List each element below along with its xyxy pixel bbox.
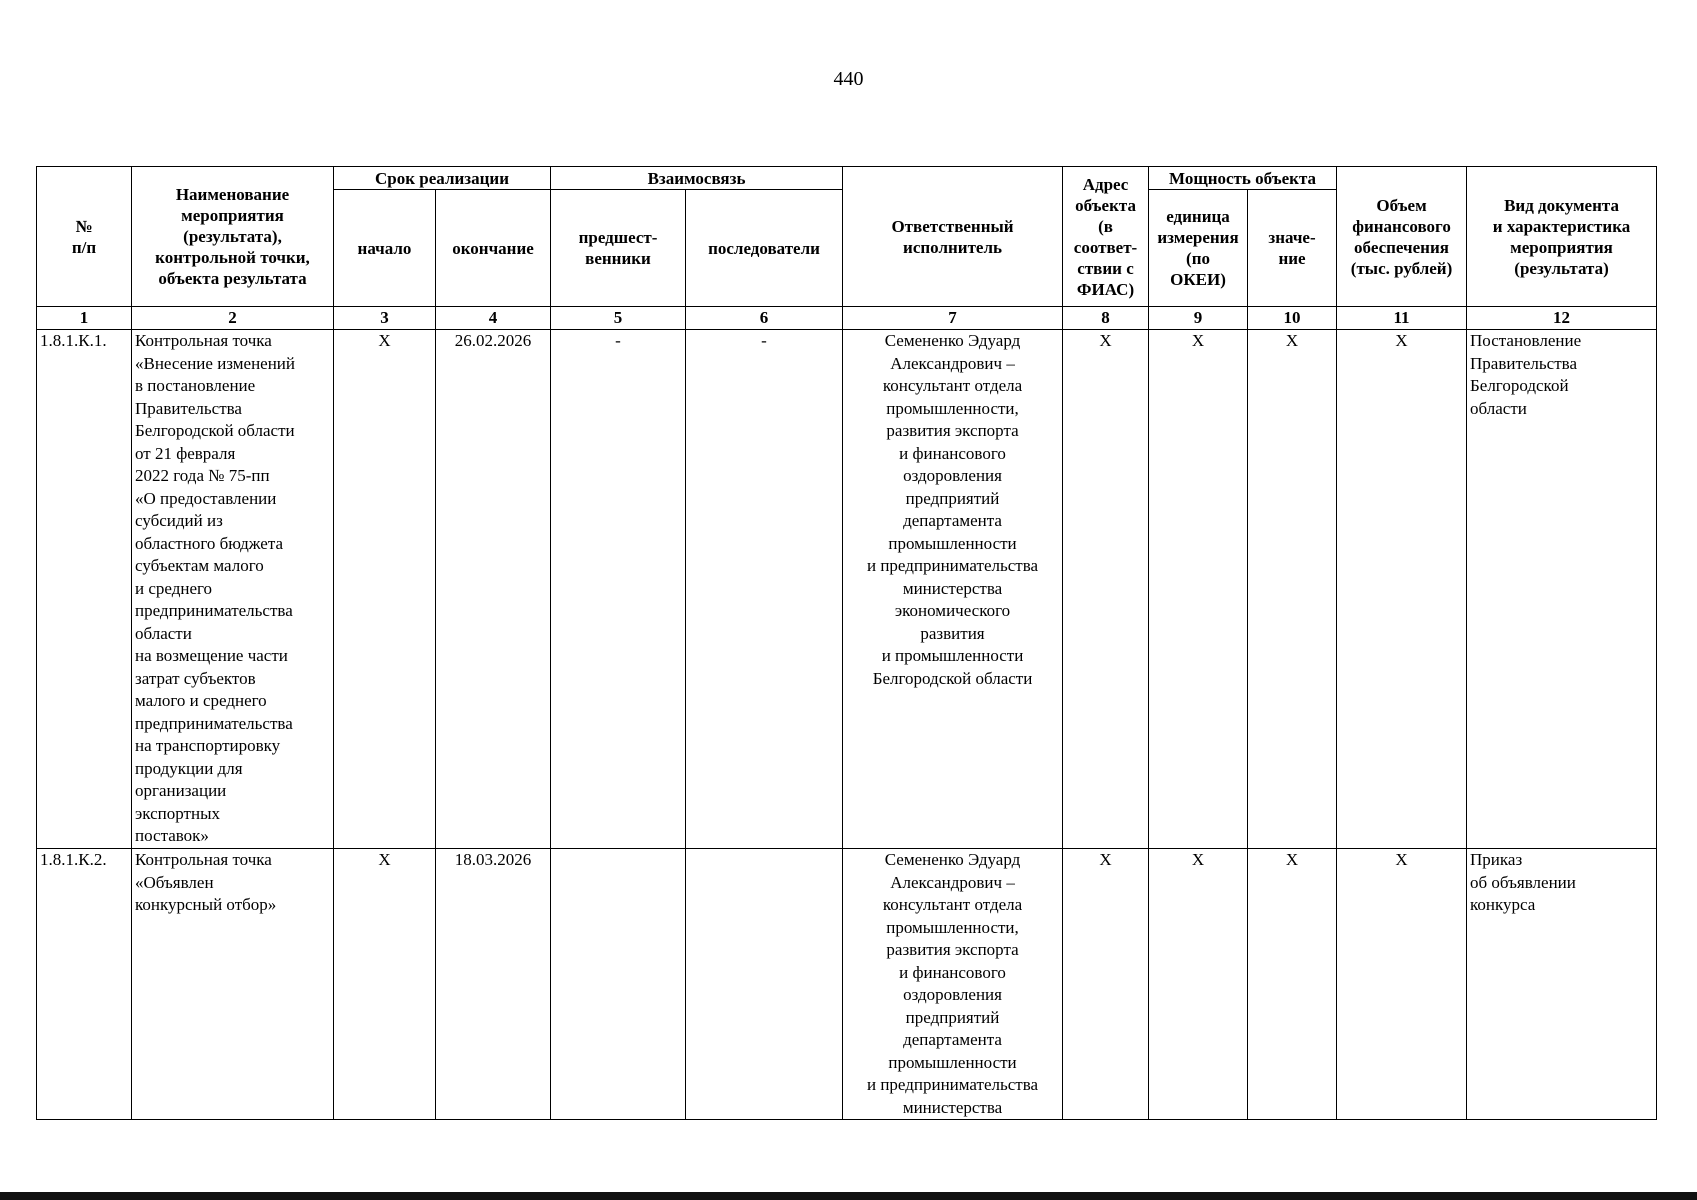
header-link: Взаимосвязь bbox=[551, 167, 843, 190]
header-num: № п/п bbox=[37, 167, 132, 307]
col-number: 10 bbox=[1248, 307, 1337, 330]
col-number: 8 bbox=[1063, 307, 1149, 330]
col-number: 4 bbox=[436, 307, 551, 330]
header-term: Срок реализации bbox=[334, 167, 551, 190]
cell-responsible: Семененко Эдуард Александрович – консультант отдела промышленности, развития экспорта и финансового оздоровления предприятий департамента промышленности и предпринимательства министерства bbox=[843, 849, 1063, 1120]
cell-end: 26.02.2026 bbox=[436, 330, 551, 849]
col-number: 6 bbox=[686, 307, 843, 330]
table-row bbox=[37, 330, 1657, 849]
cell-start: X bbox=[334, 849, 436, 1120]
col-number: 2 bbox=[132, 307, 334, 330]
cell-finance: X bbox=[1337, 330, 1467, 849]
col-number: 12 bbox=[1467, 307, 1657, 330]
cell-pred bbox=[551, 849, 686, 1120]
cell-pred: - bbox=[551, 330, 686, 849]
col-number: 11 bbox=[1337, 307, 1467, 330]
header-name: Наименование мероприятия (результата), контрольной точки, объекта результата bbox=[132, 167, 334, 307]
header-link-pred: предшест- венники bbox=[551, 190, 686, 307]
header-finance: Объем финансового обеспечения (тыс. рублей) bbox=[1337, 167, 1467, 307]
cell-succ bbox=[686, 849, 843, 1120]
cell-name: Контрольная точка «Объявлен конкурсный отбор» bbox=[132, 849, 334, 1120]
header-address: Адрес объекта (в соответ- ствии с ФИАС) bbox=[1063, 167, 1149, 307]
cell-address: X bbox=[1063, 330, 1149, 849]
cell-doc: Постановление Правительства Белгородской области bbox=[1467, 330, 1657, 849]
page-number: 440 bbox=[833, 68, 864, 90]
cell-finance: X bbox=[1337, 849, 1467, 1120]
header-responsible: Ответственный исполнитель bbox=[843, 167, 1063, 307]
cell-address: X bbox=[1063, 849, 1149, 1120]
cell-responsible: Семененко Эдуард Александрович – консультант отдела промышленности, развития экспорта и финансового оздоровления предприятий департамента промышленности и предпринимательства министерства экономического развития и промышленности Белгородской области bbox=[843, 330, 1063, 849]
cell-doc: Приказ об объявлении конкурса bbox=[1467, 849, 1657, 1120]
header-doc-type: Вид документа и характеристика мероприятия (результата) bbox=[1467, 167, 1657, 307]
header-term-end: окончание bbox=[436, 190, 551, 307]
scan-edge-bar bbox=[0, 1192, 1697, 1200]
header-capacity-value: значе- ние bbox=[1248, 190, 1337, 307]
cell-start: X bbox=[334, 330, 436, 849]
col-number: 5 bbox=[551, 307, 686, 330]
header-capacity: Мощность объекта bbox=[1149, 167, 1337, 190]
header-term-start: начало bbox=[334, 190, 436, 307]
cell-succ: - bbox=[686, 330, 843, 849]
cell-name: Контрольная точка «Внесение изменений в постановление Правительства Белгородской области от 21 февраля 2022 года № 75-пп «О предоставлении субсидий из областного бюджета субъектам малого и среднего предпринимательства области на возмещение части затрат субъектов малого и среднего предпринимательства на транспортировку продукции для организации экспортных поставок» bbox=[132, 330, 334, 849]
cell-num: 1.8.1.К.2. bbox=[37, 849, 132, 1120]
col-number: 7 bbox=[843, 307, 1063, 330]
cell-end: 18.03.2026 bbox=[436, 849, 551, 1120]
table-row bbox=[37, 849, 1657, 1120]
plan-table bbox=[36, 166, 1657, 1120]
cell-unit: X bbox=[1149, 849, 1248, 1120]
cell-num: 1.8.1.К.1. bbox=[37, 330, 132, 849]
col-number: 1 bbox=[37, 307, 132, 330]
cell-unit: X bbox=[1149, 330, 1248, 849]
header-link-succ: последователи bbox=[686, 190, 843, 307]
col-number: 3 bbox=[334, 307, 436, 330]
header-capacity-unit: единица измерения (по ОКЕИ) bbox=[1149, 190, 1248, 307]
cell-value: X bbox=[1248, 330, 1337, 849]
cell-value: X bbox=[1248, 849, 1337, 1120]
col-number: 9 bbox=[1149, 307, 1248, 330]
